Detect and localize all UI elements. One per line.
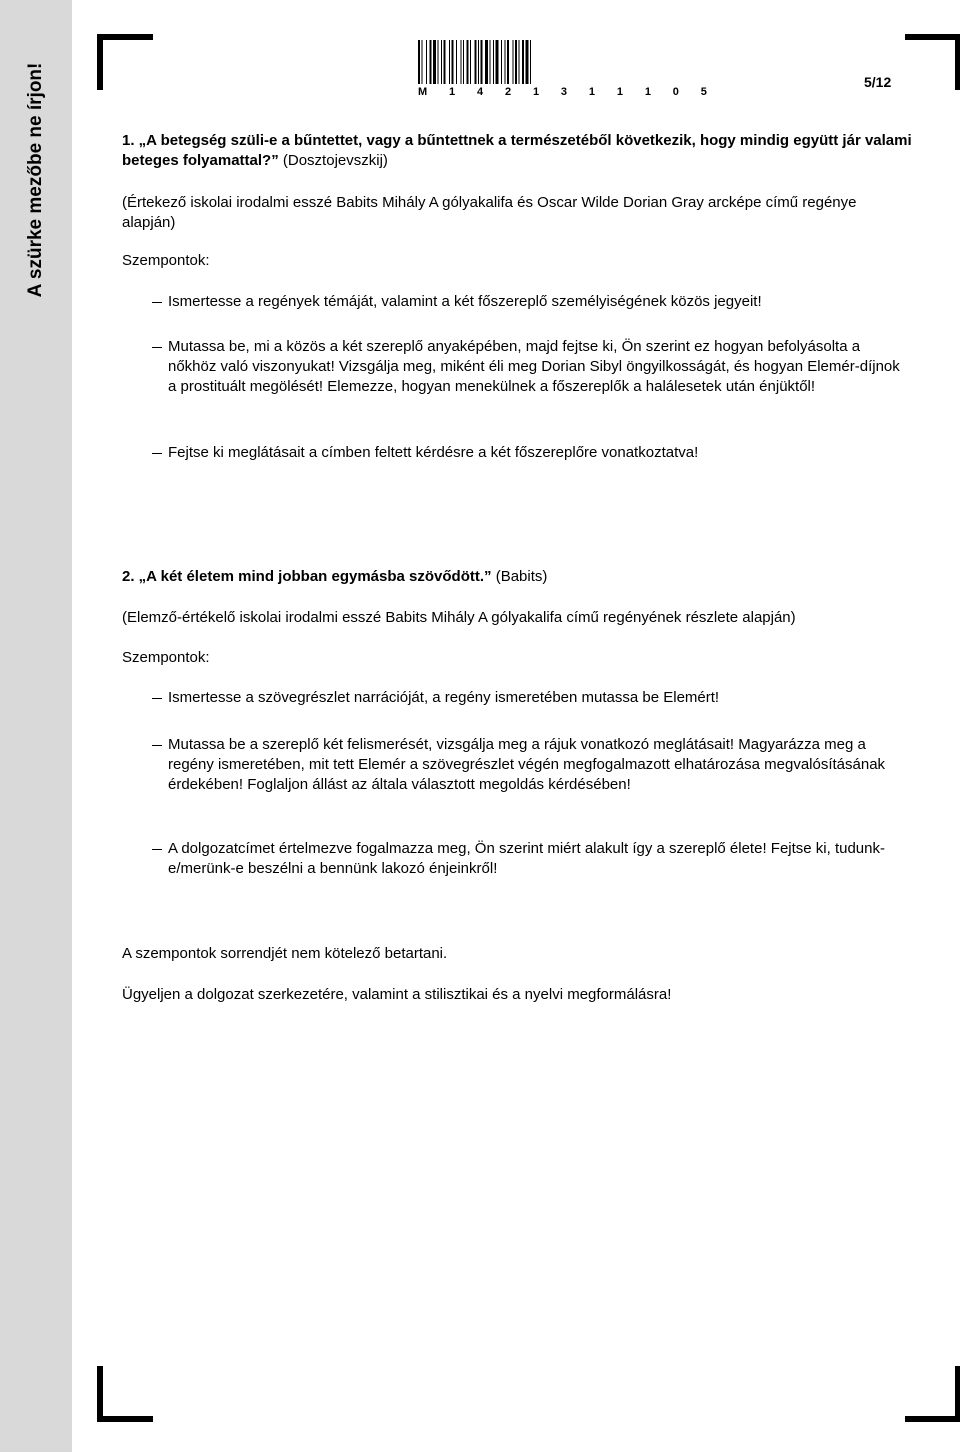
- barcode-bar: [461, 40, 462, 84]
- bullet-dash: [152, 745, 162, 746]
- task-2-points-label: Szempontok:: [122, 649, 210, 666]
- bullet-dash: [152, 302, 162, 303]
- corner-mark-bottom-left: [97, 1366, 153, 1422]
- barcode-bar: [441, 40, 442, 84]
- barcode-bar: [493, 40, 494, 84]
- barcode-bar: [485, 40, 488, 84]
- barcode-bar: [530, 40, 531, 84]
- barcode-bar: [507, 40, 509, 84]
- task-1-points-label: Szempontok:: [122, 252, 210, 269]
- task-1-point-3: Fejtse ki meglátásait a címben feltett kérdésre a két főszereplőre vonatkoztatva!: [168, 444, 699, 461]
- bullet-dash: [152, 453, 162, 454]
- barcode-bar: [505, 40, 506, 84]
- barcode-bar: [513, 40, 514, 84]
- barcode-bar: [519, 40, 520, 84]
- barcode-bar: [478, 40, 479, 84]
- task-1-quote: 1. „A betegség szüli-e a bűntettet, vagy a bűntettnek a természetéből következik, hogy mindig együtt jár valami beteges folyamattal?”: [122, 132, 912, 169]
- barcode-bar: [433, 40, 436, 84]
- task-2-title: [122, 567, 912, 587]
- task-2-point-2: Mutassa be a szereplő két felismerését, vizsgálja meg a rájuk vonatkozó meglátásait! Magyarázza meg a regény ismeretében, mit tett Elemér a szövegrészlet végén megfogalmazott elhatározása megvalósításának érdekében! Foglaljon állást az általa választott megoldás kérdésében!: [168, 736, 886, 793]
- barcode-bar: [456, 40, 457, 84]
- task-2-author: (Babits): [495, 568, 548, 585]
- bullet-dash: [152, 849, 162, 850]
- barcode-bar: [470, 40, 471, 84]
- note-care: Ügyeljen a dolgozat szerkezetére, valamint a stilisztikai és a nyelvi megformálásra!: [122, 986, 672, 1003]
- barcode-bar: [438, 40, 439, 84]
- barcode-bar: [501, 40, 502, 84]
- page-number: 5/12: [864, 74, 892, 90]
- barcode-bar: [449, 40, 450, 84]
- task-2-subtitle: (Elemző-értékelő iskolai irodalmi esszé Babits Mihály A gólyakalifa című regényének részlete alapján): [122, 609, 796, 626]
- corner-mark-bottom-right: [905, 1366, 960, 1422]
- bullet-dash: [152, 347, 162, 348]
- barcode-bar: [467, 40, 469, 84]
- barcode-bar: [475, 40, 477, 84]
- corner-mark-top-left: [97, 34, 153, 90]
- task-1-point-2: Mutassa be, mi a közös a két szereplő anyaképében, majd fejtse ki, Ön szerint ez hogyan befolyásolta a nőkhöz való viszonyukat! Vizsgálja meg, miként éli meg Dorian Sibyl öngyilkosságát, és hogyan Elemér-díjnok a prostituált megölését! Elemezze, hogyan menekülnek a főszereplők a halálesetek után énjüktől!: [168, 338, 900, 395]
- task-2-point-3: A dolgozatcímet értelmezve fogalmazza meg, Ön szerint miért alakult így a szereplő élete! Fejtse ki, tudunk-e/merünk-e beszélni a bennünk lakozó énjeinkről!: [168, 840, 885, 877]
- barcode-bar: [490, 40, 491, 84]
- task-1-subtitle: (Értekező iskolai irodalmi esszé Babits Mihály A gólyakalifa és Oscar Wilde Dorian Gray arcképe című regénye alapján): [122, 194, 857, 231]
- barcode-number: M 1 4 2 1 3 1 1 1 0 5: [418, 86, 717, 98]
- bullet-dash: [152, 698, 162, 699]
- barcode-bar: [418, 40, 420, 84]
- task-1-point-1: Ismertesse a regények témáját, valamint a két főszereplő személyiségének közös jegyeit!: [168, 293, 762, 310]
- gray-margin-warning: A szürke mezőbe ne írjon!: [25, 62, 46, 298]
- barcode-bar: [496, 40, 499, 84]
- barcode-bar: [422, 40, 423, 84]
- barcode-bar: [426, 40, 427, 84]
- barcode: [418, 40, 606, 84]
- barcode-bar: [444, 40, 446, 84]
- barcode-bar: [452, 40, 454, 84]
- corner-mark-top-right: [905, 34, 960, 90]
- note-order: A szempontok sorrendjét nem kötelező betartani.: [122, 945, 448, 962]
- barcode-bar: [463, 40, 464, 84]
- barcode-bar: [430, 40, 432, 84]
- task-2-quote: 2. „A két életem mind jobban egymásba szövődött.”: [122, 568, 492, 585]
- barcode-bar: [522, 40, 524, 84]
- barcode-bar: [481, 40, 483, 84]
- task-2-point-1: Ismertesse a szövegrészlet narrációját, a regény ismeretében mutassa be Elemért!: [168, 689, 720, 706]
- gray-margin-bar: [0, 0, 72, 1452]
- task-1-title: [122, 131, 912, 171]
- barcode-bar: [515, 40, 517, 84]
- barcode-bar: [526, 40, 529, 84]
- task-1-author: (Dosztojevszkij): [282, 152, 388, 169]
